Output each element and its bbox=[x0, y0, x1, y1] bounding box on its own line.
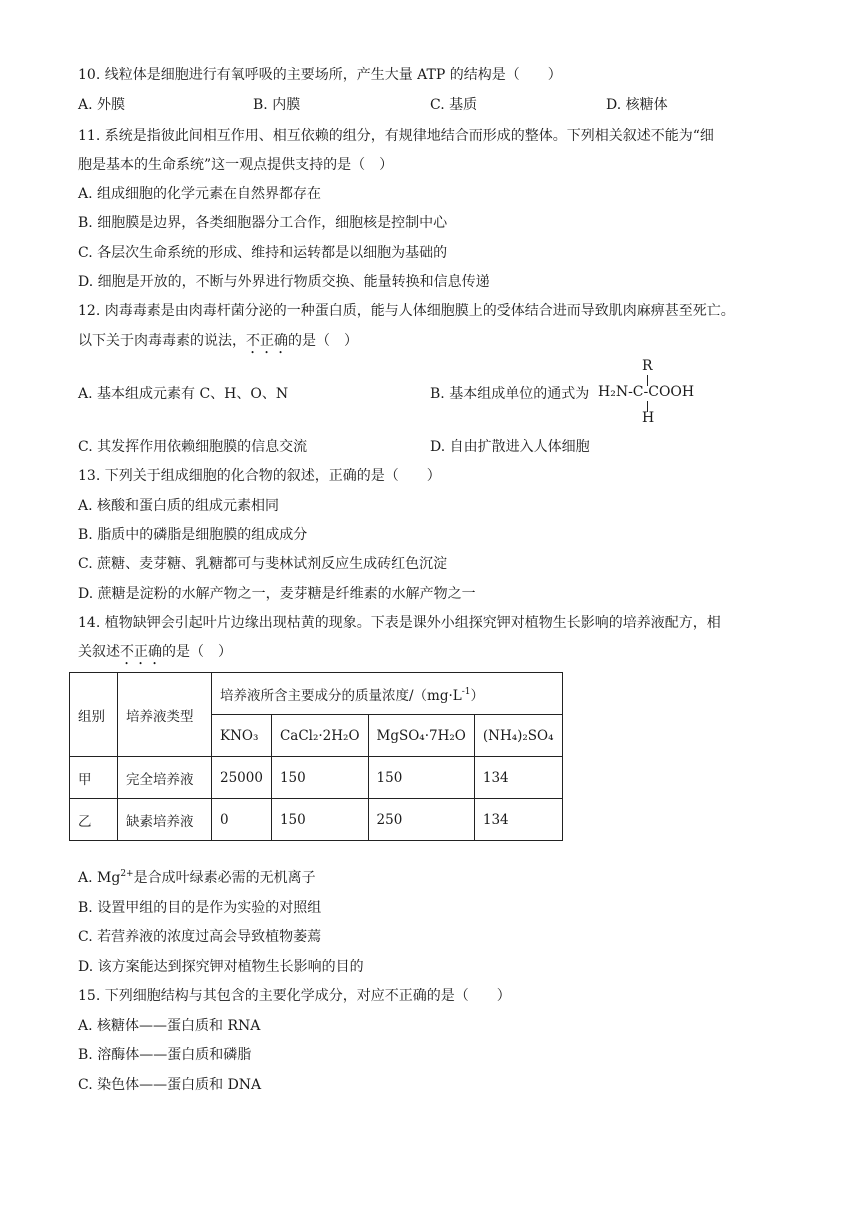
header-solution-type: 培养液类型 bbox=[118, 673, 212, 757]
col-header: KNO₃ bbox=[212, 715, 272, 757]
q10-option-a[interactable]: A. 外膜 bbox=[78, 97, 126, 113]
q15-stem: 15. 下列细胞结构与其包含的主要化学成分，对应不正确的是（ ） bbox=[78, 988, 511, 1004]
q13-option-c[interactable]: C. 蔗糖、麦芽糖、乳糖都可与斐林试剂反应生成砖红色沉淀 bbox=[78, 556, 448, 572]
q14-stem-line2 bbox=[78, 642, 232, 668]
q14-stem-prefix: 关叙述 bbox=[78, 644, 120, 660]
header-concentration-text: 培养液所含主要成分的质量浓度/（mg·L bbox=[220, 687, 462, 704]
q10-option-b[interactable]: B. 内膜 bbox=[253, 97, 301, 113]
q10-stem: 10. 线粒体是细胞进行有氧呼吸的主要场所，产生大量 ATP 的结构是（ ） bbox=[78, 67, 562, 83]
q10-option-c[interactable]: C. 基质 bbox=[430, 97, 478, 113]
q14-option-a-prefix: A. Mg bbox=[78, 870, 121, 886]
formula-h: H bbox=[642, 410, 655, 426]
formula-main-chain: H₂N-C-COOH bbox=[598, 384, 695, 400]
q15-option-a[interactable]: A. 核糖体——蛋白质和 RNA bbox=[78, 1018, 261, 1034]
q15-option-b[interactable]: B. 溶酶体——蛋白质和磷脂 bbox=[78, 1047, 252, 1063]
q14-stem-suffix: 的是（ ） bbox=[162, 644, 232, 660]
q11-stem-line2: 胞是基本的生命系统”这一观点提供支持的是（ ） bbox=[78, 157, 394, 173]
table-cell: 完全培养液 bbox=[118, 757, 212, 799]
header-unit-exponent: -1 bbox=[461, 686, 471, 697]
table-cell: 150 bbox=[368, 757, 474, 799]
col-header: (NH₄)₂SO₄ bbox=[474, 715, 562, 757]
table-cell: 缺素培养液 bbox=[118, 799, 212, 841]
q11-option-b[interactable]: B. 细胞膜是边界，各类细胞器分工合作，细胞核是控制中心 bbox=[78, 215, 448, 231]
table-cell: 134 bbox=[474, 799, 562, 841]
q12-option-b[interactable]: B. 基本组成单位的通式为 bbox=[430, 386, 590, 402]
q10-option-d[interactable]: D. 核糖体 bbox=[606, 97, 668, 113]
q12-option-c[interactable]: C. 其发挥作用依赖细胞膜的信息交流 bbox=[78, 439, 308, 455]
col-header: MgSO₄·7H₂O bbox=[368, 715, 474, 757]
table-cell: 150 bbox=[271, 799, 368, 841]
q13-stem: 13. 下列关于组成细胞的化合物的叙述，正确的是（ ） bbox=[78, 468, 441, 484]
header-group: 组别 bbox=[70, 673, 118, 757]
nutrient-solution-table bbox=[69, 672, 563, 841]
q12-option-d[interactable]: D. 自由扩散进入人体细胞 bbox=[430, 439, 590, 455]
q11-stem-line1: 11. 系统是指彼此间相互作用、相互依赖的组分，有规律地结合而形成的整体。下列相关叙述不能为“细 bbox=[78, 128, 714, 144]
q14-option-c[interactable]: C. 若营养液的浓度过高会导致植物萎蔫 bbox=[78, 929, 322, 945]
emphasis-text: 不正确 bbox=[246, 333, 288, 349]
q15-option-c[interactable]: C. 染色体——蛋白质和 DNA bbox=[78, 1077, 262, 1093]
table-cell: 134 bbox=[474, 757, 562, 799]
q12-stem-line1: 12. 肉毒毒素是由肉毒杆菌分泌的一种蛋白质，能与人体细胞膜上的受体结合进而导致肌肉麻痹甚至死亡。 bbox=[78, 303, 735, 319]
col-header: CaCl₂·2H₂O bbox=[271, 715, 368, 757]
q14-option-d[interactable]: D. 该方案能达到探究钾对植物生长影响的目的 bbox=[78, 959, 364, 975]
q14-stem-line1: 14. 植物缺钾会引起叶片边缘出现枯黄的现象。下表是课外小组探究钾对植物生长影响的培养液配方，相 bbox=[78, 615, 721, 631]
q13-option-a[interactable]: A. 核酸和蛋白质的组成元素相同 bbox=[78, 498, 280, 514]
q12-stem-prefix: 以下关于肉毒毒素的说法， bbox=[78, 333, 246, 349]
table-cell: 乙 bbox=[70, 799, 118, 841]
q14-option-b[interactable]: B. 设置甲组的目的是作为实验的对照组 bbox=[78, 900, 322, 916]
formula-r-group: R bbox=[642, 358, 653, 374]
q12-stem-line2 bbox=[78, 331, 358, 357]
q11-option-a[interactable]: A. 组成细胞的化学元素在自然界都存在 bbox=[78, 186, 322, 202]
emphasis-text: 不正确 bbox=[120, 644, 162, 660]
table-row bbox=[70, 799, 563, 841]
q11-option-d[interactable]: D. 细胞是开放的，不断与外界进行物质交换、能量转换和信息传递 bbox=[78, 274, 490, 290]
table-cell: 150 bbox=[271, 757, 368, 799]
header-concentration-close: ） bbox=[470, 687, 485, 704]
q11-option-c[interactable]: C. 各层次生命系统的形成、维持和运转都是以细胞为基础的 bbox=[78, 245, 448, 261]
table-cell: 0 bbox=[212, 799, 272, 841]
ion-charge: 2+ bbox=[120, 869, 134, 879]
q12-option-a[interactable]: A. 基本组成元素有 C、H、O、N bbox=[78, 386, 289, 402]
q14-option-a-text: 是合成叶绿素必需的无机离子 bbox=[133, 870, 316, 886]
q14-option-a[interactable] bbox=[78, 868, 316, 888]
q13-option-d[interactable]: D. 蔗糖是淀粉的水解产物之一，麦芽糖是纤维素的水解产物之一 bbox=[78, 586, 476, 602]
q13-option-b[interactable]: B. 脂质中的磷脂是细胞膜的组成成分 bbox=[78, 527, 308, 543]
table-cell: 250 bbox=[368, 799, 474, 841]
amino-acid-formula bbox=[598, 358, 718, 430]
q12-stem-suffix: 的是（ ） bbox=[288, 333, 358, 349]
header-concentration bbox=[212, 673, 563, 715]
table-cell: 25000 bbox=[212, 757, 272, 799]
table-cell: 甲 bbox=[70, 757, 118, 799]
table-row bbox=[70, 757, 563, 799]
